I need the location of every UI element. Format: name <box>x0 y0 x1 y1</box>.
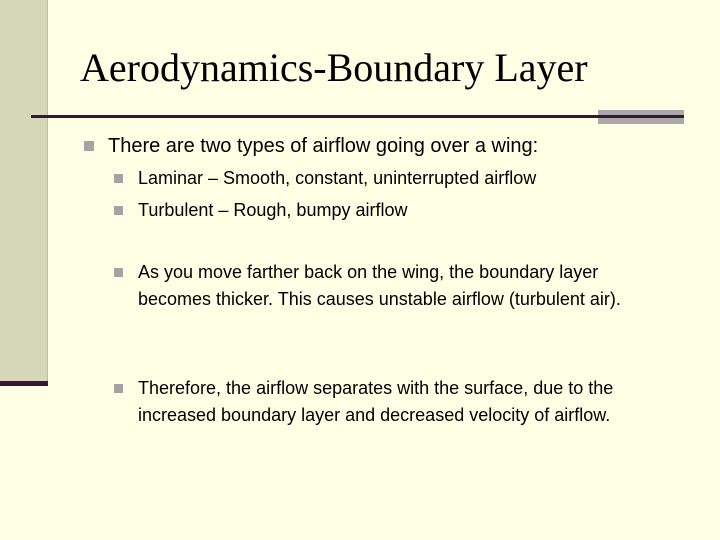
side-decor-strip-base <box>0 381 48 386</box>
sub-bullet-item <box>114 259 659 313</box>
slide-title: Aerodynamics-Boundary Layer <box>80 45 588 90</box>
sub-bullet-item <box>114 197 694 224</box>
sub-bullet-text: As you move farther back on the wing, the boundary layer becomes thicker. This causes unstable airflow (turbulent air). <box>138 262 621 309</box>
bullet-marker-icon <box>84 141 94 151</box>
sub-bullet-text: Laminar – Smooth, constant, uninterrupted airflow <box>138 168 537 188</box>
sub-bullet-item <box>114 165 694 192</box>
title-divider-accent-bottom <box>598 118 684 124</box>
bullet-item <box>84 134 538 158</box>
sub-bullet-item <box>114 375 694 429</box>
bullet-marker-icon <box>114 174 123 183</box>
side-decor-strip <box>0 0 48 384</box>
bullet-marker-icon <box>114 268 123 277</box>
bullet-marker-icon <box>114 206 123 215</box>
bullet-marker-icon <box>114 384 123 393</box>
sub-bullet-text: Turbulent – Rough, bumpy airflow <box>138 200 408 220</box>
bullet-text: There are two types of airflow going over a wing: <box>108 135 539 157</box>
title-divider <box>31 115 684 118</box>
title-divider-accent-top <box>598 110 684 115</box>
sub-bullet-text: Therefore, the airflow separates with the surface, due to the increased boundary layer and decreased velocity of airflow. <box>138 378 614 425</box>
